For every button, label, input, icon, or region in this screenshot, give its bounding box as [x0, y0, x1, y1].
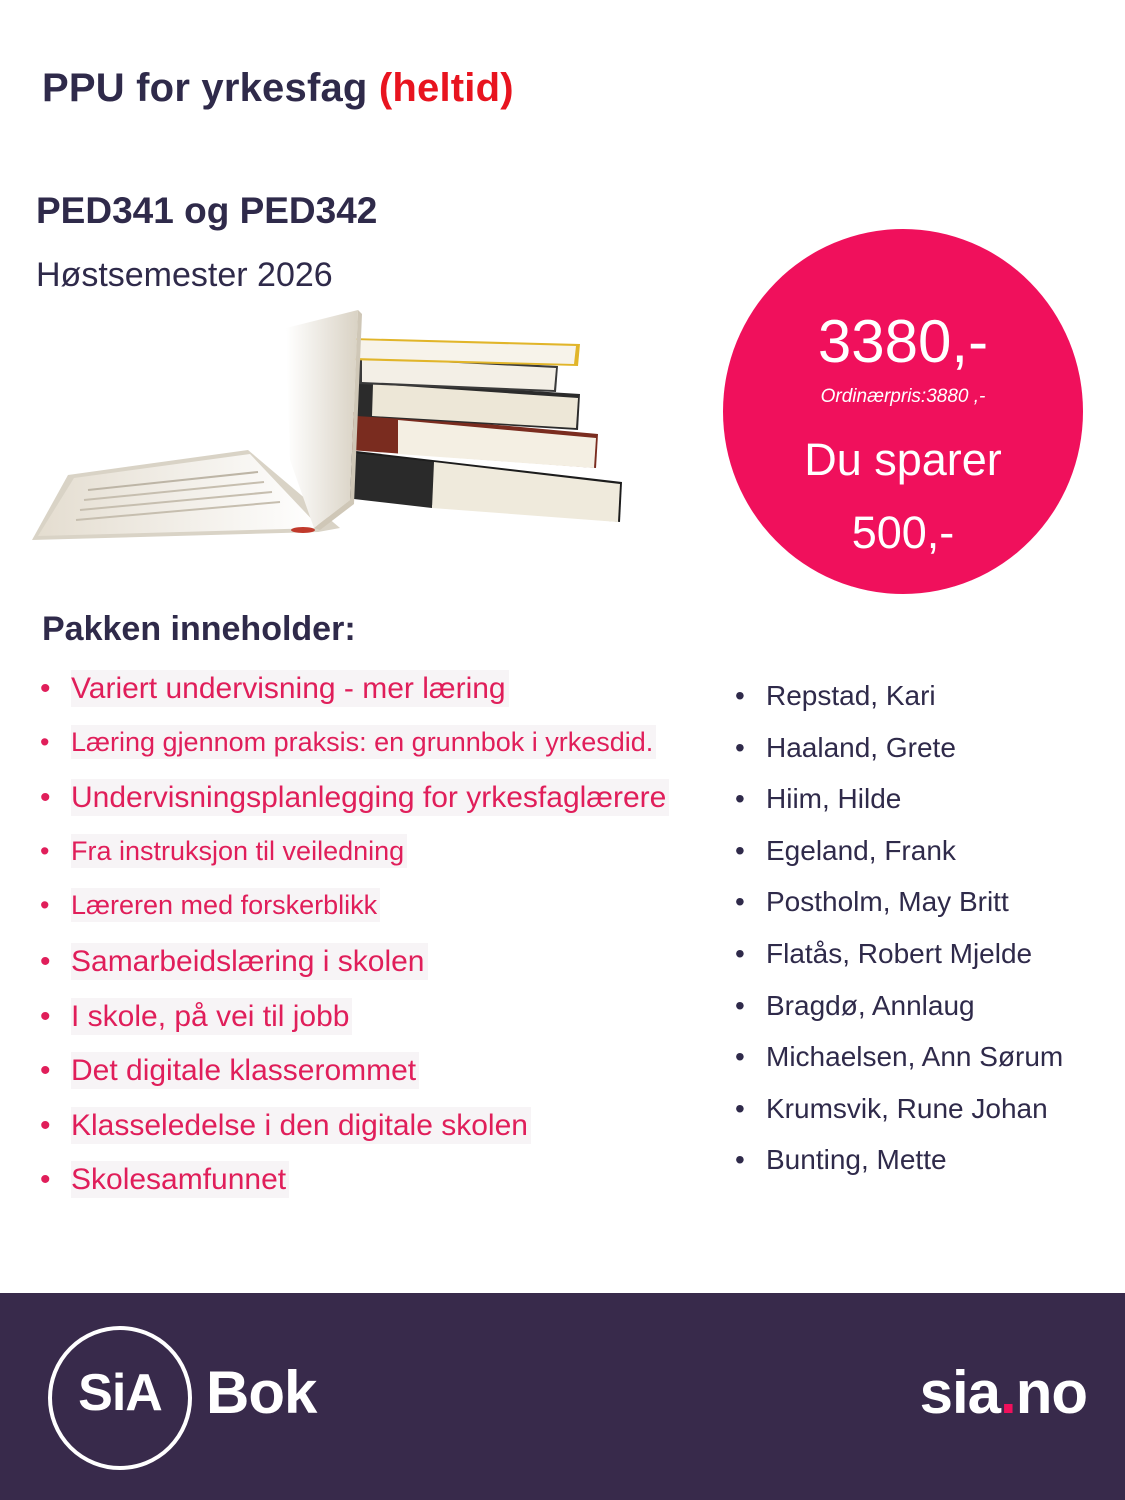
bullet: •: [735, 1144, 745, 1176]
site-name: sia: [919, 1359, 1001, 1426]
list-item: [735, 990, 1063, 1042]
site-logo: [920, 1358, 1087, 1427]
book-title: Det digitale klasserommet: [71, 1052, 419, 1089]
footer: [0, 1293, 1125, 1500]
list-item: [40, 1054, 669, 1109]
course-codes: PED341 og PED342: [36, 190, 378, 231]
list-item: [40, 1000, 669, 1055]
book-title: Klasseledelse i den digitale skolen: [71, 1107, 531, 1144]
book-title: Skolesamfunnet: [71, 1161, 289, 1198]
bullet: •: [40, 999, 51, 1033]
book-stack: [328, 338, 622, 522]
list-item: [40, 836, 669, 891]
bullet: •: [40, 1054, 51, 1088]
price: 3380,-: [817, 308, 989, 375]
site-dot: .: [1000, 1359, 1016, 1426]
author-name: Repstad, Kari: [766, 680, 936, 711]
page-title: [42, 66, 514, 111]
list-item: [735, 938, 1063, 990]
books-image: [28, 300, 628, 550]
bullet: •: [40, 1108, 51, 1142]
bullet: •: [735, 937, 745, 969]
list-item: [735, 732, 1063, 784]
list-item: [40, 672, 669, 727]
bullet: •: [40, 781, 51, 815]
book-title: Undervisningsplanlegging for yrkesfaglærere: [71, 779, 669, 816]
list-item: [735, 1093, 1063, 1145]
book-title: Læring gjennom praksis: en grunnbok i yrkesdid.: [71, 725, 656, 759]
author-name: Egeland, Frank: [766, 834, 956, 866]
book-title: Variert undervisning - mer læring: [71, 670, 509, 707]
bullet: •: [735, 1092, 745, 1124]
author-name: Bunting, Mette: [766, 1144, 947, 1176]
book-title: I skole, på vei til jobb: [71, 998, 352, 1035]
bullet: •: [735, 1041, 745, 1073]
open-book: [32, 310, 362, 540]
list-item: [735, 835, 1063, 887]
list-item: [40, 945, 669, 1000]
book-title: Læreren med forskerblikk: [71, 888, 380, 922]
list-item: [40, 1163, 669, 1218]
author-name: Postholm, May Britt: [766, 886, 1009, 918]
list-item: [735, 1041, 1063, 1093]
bullet: •: [735, 834, 745, 866]
bullet: •: [735, 989, 745, 1021]
title-main: PPU for yrkesfag: [42, 66, 368, 110]
site-tld: no: [1015, 1359, 1087, 1426]
save-value: 500,-: [851, 507, 955, 558]
author-name: Bragdø, Annlaug: [766, 989, 975, 1021]
price-badge: [723, 229, 1083, 594]
semester: Høstsemester 2026: [36, 256, 333, 294]
bullet: •: [40, 944, 51, 978]
package-heading: Pakken inneholder:: [42, 610, 356, 648]
list-item: [40, 781, 669, 836]
list-item: [40, 1109, 669, 1164]
author-name: Haaland, Grete: [766, 731, 956, 763]
bok-logo-text: Bok: [206, 1359, 317, 1426]
bullet: •: [40, 890, 50, 921]
bullet: •: [40, 1163, 51, 1197]
bullet: •: [40, 672, 51, 705]
list-item: [40, 890, 669, 945]
bullet: •: [735, 680, 745, 711]
ordinary-price: Ordinærpris:3880 ,-: [820, 386, 986, 407]
bullet: •: [735, 783, 745, 815]
list-item: [735, 1144, 1063, 1196]
list-item: [735, 783, 1063, 835]
sia-logo-text: SiA: [78, 1364, 162, 1422]
bullet: •: [735, 886, 745, 918]
book-title: Fra instruksjon til veiledning: [71, 834, 407, 868]
list-item: [40, 727, 669, 782]
book-title: Samarbeidslæring i skolen: [71, 943, 428, 980]
author-name: Flatås, Robert Mjelde: [766, 937, 1033, 969]
list-item: [735, 680, 1063, 732]
author-list: [735, 680, 1063, 1196]
list-item: [735, 886, 1063, 938]
book-title-list: [40, 672, 669, 1218]
author-name: Hiim, Hilde: [766, 783, 902, 815]
save-label: Du sparer: [804, 434, 1002, 485]
author-name: Michaelsen, Ann Sørum: [766, 1041, 1064, 1073]
bullet: •: [735, 731, 745, 763]
title-accent: (heltid): [378, 66, 514, 110]
author-name: Krumsvik, Rune Johan: [766, 1092, 1048, 1124]
bullet: •: [40, 726, 50, 757]
bullet: •: [40, 835, 50, 866]
